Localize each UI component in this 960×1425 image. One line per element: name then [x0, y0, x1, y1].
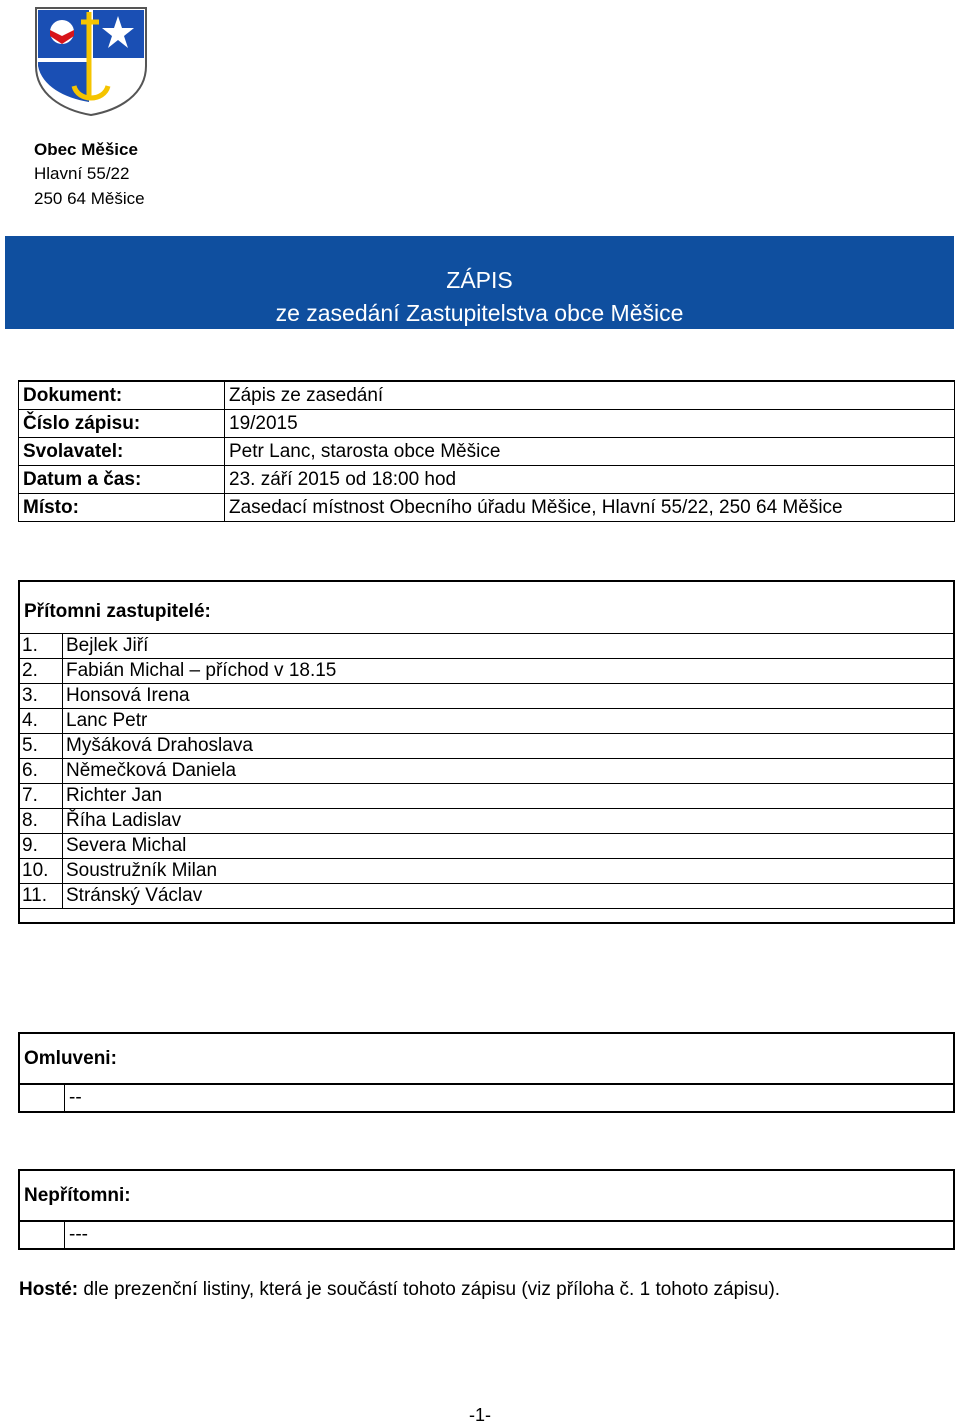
table-row: [19, 784, 955, 809]
table-row: [19, 438, 955, 466]
absent-value: ---: [69, 1224, 88, 1245]
member-number: 1.: [19, 634, 63, 659]
table-row: [19, 709, 955, 734]
info-value: Petr Lanc, starosta obce Měšice: [225, 438, 955, 466]
present-heading: Přítomni zastupitelé:: [24, 601, 211, 622]
member-name: Lanc Petr: [63, 709, 955, 734]
address-street: Hlavní 55/22: [34, 164, 130, 183]
info-value: Zápis ze zasedání: [225, 381, 955, 410]
info-label: Datum a čas:: [19, 466, 225, 494]
table-row: [19, 466, 955, 494]
guests-note: [19, 1278, 780, 1302]
member-name: Říha Ladislav: [63, 809, 955, 834]
table-row: [19, 381, 955, 410]
member-name: Myšáková Drahoslava: [63, 734, 955, 759]
member-name: Stránský Václav: [63, 884, 955, 909]
table-row: [19, 634, 955, 659]
member-name: Severa Michal: [63, 834, 955, 859]
title-banner: [5, 236, 954, 329]
member-number: 3.: [19, 684, 63, 709]
member-number: 5.: [19, 734, 63, 759]
table-row: [19, 884, 955, 909]
info-label: Číslo zápisu:: [19, 410, 225, 438]
table-row: [19, 759, 955, 784]
member-number: 11.: [19, 884, 63, 909]
member-name: Soustružník Milan: [63, 859, 955, 884]
page-number: -1-: [469, 1405, 491, 1425]
info-value: 23. září 2015 od 18:00 hod: [225, 466, 955, 494]
member-name: Fabián Michal – příchod v 18.15: [63, 659, 955, 684]
member-name: Němečková Daniela: [63, 759, 955, 784]
page-title: ZÁPIS: [446, 267, 513, 293]
info-value: 19/2015: [225, 410, 955, 438]
excused-value: --: [69, 1087, 82, 1108]
table-row: [19, 494, 955, 522]
meeting-info-table: [18, 380, 955, 522]
member-number: 7.: [19, 784, 63, 809]
table-row: [19, 659, 955, 684]
member-number: 9.: [19, 834, 63, 859]
excused-heading: Omluveni:: [24, 1048, 117, 1069]
member-name: Richter Jan: [63, 784, 955, 809]
table-row: [19, 684, 955, 709]
member-name: Bejlek Jiří: [63, 634, 955, 659]
excused-section: [18, 1032, 955, 1113]
member-number: 8.: [19, 809, 63, 834]
info-label: Dokument:: [19, 381, 225, 410]
table-row: [20, 1083, 953, 1111]
coat-of-arms-icon: [34, 6, 148, 116]
table-row: [19, 859, 955, 884]
member-number: 4.: [19, 709, 63, 734]
table-row: [19, 809, 955, 834]
table-row: [19, 834, 955, 859]
address-city: 250 64 Měšice: [34, 189, 145, 208]
guests-text: dle prezenční listiny, která je součástí tohoto zápisu (viz příloha č. 1 tohoto zápisu).: [78, 1279, 781, 1300]
table-row: [19, 734, 955, 759]
present-members-table: [18, 633, 955, 909]
guests-label: Hosté:: [19, 1279, 79, 1300]
table-row: [20, 1220, 953, 1248]
absent-heading: Nepřítomni:: [24, 1185, 131, 1206]
info-label: Místo:: [19, 494, 225, 522]
absent-section: [18, 1169, 955, 1250]
member-number: 10.: [19, 859, 63, 884]
info-value: Zasedací místnost Obecního úřadu Měšice, Hlavní 55/22, 250 64 Měšice: [225, 494, 955, 522]
member-name: Honsová Irena: [63, 684, 955, 709]
page-subtitle: ze zasedání Zastupitelstva obce Měšice: [275, 300, 684, 326]
org-name: Obec Měšice: [34, 140, 138, 159]
info-label: Svolavatel:: [19, 438, 225, 466]
member-number: 6.: [19, 759, 63, 784]
table-row: [19, 410, 955, 438]
member-number: 2.: [19, 659, 63, 684]
